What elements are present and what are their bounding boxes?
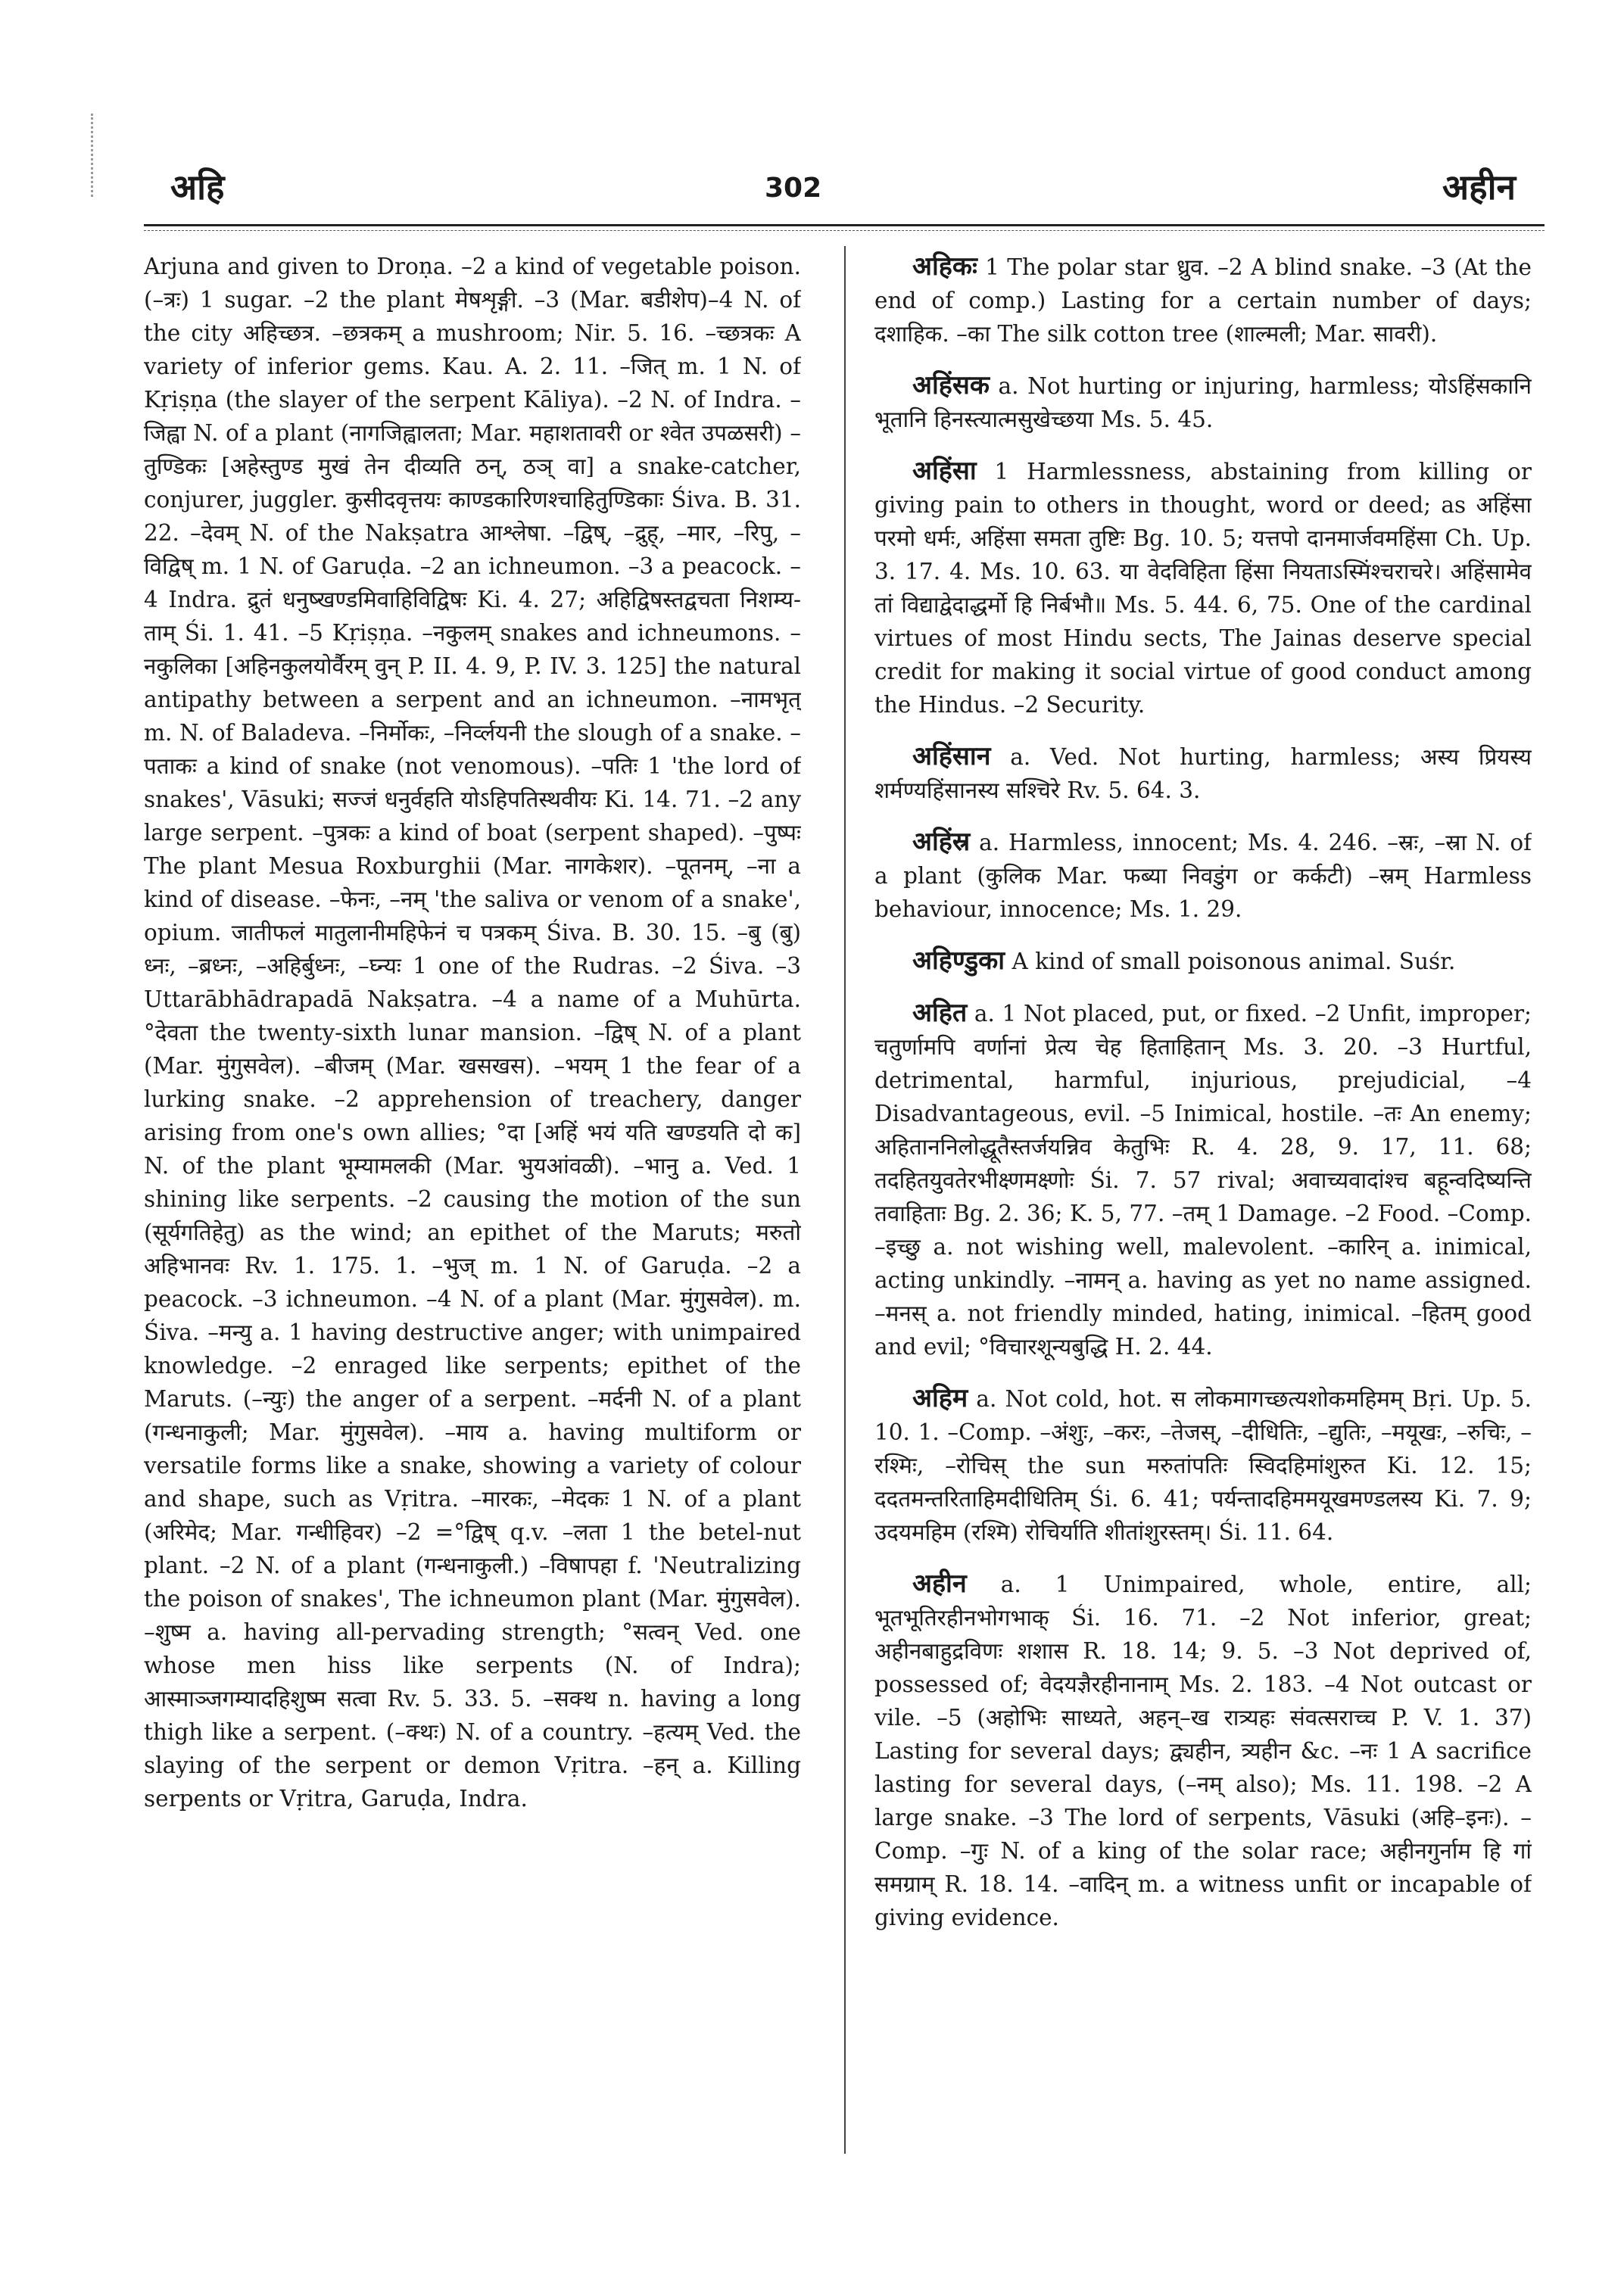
dictionary-entry <box>874 250 1532 350</box>
header-rule-dashed <box>144 230 1545 231</box>
entry-headword: अहिंस्र <box>912 827 971 857</box>
margin-marks <box>91 114 98 197</box>
entry-headword: अहिण्डुका <box>912 946 1005 976</box>
left-column <box>144 250 801 2263</box>
entry-definition: a. 1 Not placed, put, or fixed. –2 Unfit, improper; चतुर्णामपि वर्णानां प्रेत्य चेह हिताहितान् Ms. 3. 20. –3 Hurtful, detrimental, harmful, injurious, prejudicial, –4 Disadvantageous, evil. –5 Inimical, hostile. –तः An enemy; अहिताननिलोद्धूतैस्तर्जयन्निव केतुभिः R. 4. 28, 9. 17, 11. 68; तदहितयुवतेरभीक्ष्णमक्ष्णोः Śi. 7. 57 rival; अवाच्यवादांश्च बहून्वदिष्यन्ति तवाहिताः Bg. 2. 36; K. 5, 77. –तम् 1 Damage. –2 Food. –Comp. –इच्छु a. not wishing well, malevolent. –कारिन् a. inimical, acting unkindly. –नामन् a. having as yet no name assigned. –मनस् a. not friendly minded, hating, inimical. –हितम् good and evil; °विचारशून्यबुद्धि H. 2. 44. <box>874 1001 1532 1360</box>
entry-headword: अहीन <box>912 1569 967 1599</box>
entry-definition: a. Not hurting or injuring, harmless; योऽहिंसकानि भूतानि हिनस्त्यात्मसुखेच्छया Ms. 5. 45. <box>874 373 1532 432</box>
entry-headword: अहिंसा <box>912 456 977 486</box>
column-divider <box>844 246 846 2154</box>
dictionary-entry <box>874 825 1532 926</box>
right-column <box>874 250 1532 2263</box>
page-number: 302 <box>765 173 822 204</box>
entry-headword: अहिंसक <box>912 370 990 400</box>
entry-definition: 1 Harmlessness, abstaining from killing or giving pain to others in thought, word or deed; as अहिंसा परमो धर्मः, अहिंसा समता तुष्टिः Bg. 10. 5; यत्तपो दानमार्जवमहिंसा Ch. Up. 3. 17. 4. Ms. 10. 63. या वेदविहिता हिंसा नियताऽस्मिंश्चराचरे। अहिंसामेव तां विद्याद्वेदाद्धर्मो हि निर्बभौ॥ Ms. 5. 44. 6, 75. One of the cardinal virtues of most Hindu sects, The Jainas deserve special credit for making it social virtue of good conduct among the Hindus. –2 Security. <box>874 459 1532 718</box>
continued-entry-text: Arjuna and given to Droṇa. –2 a kind of vegetable poison. (–त्रः) 1 sugar. –2 the plant मेषशृङ्गी. –3 (Mar. बडीशेप)–4 N. of the city अहिच्छत्र. –छत्रकम् a mushroom; Nir. 5. 16. –च्छत्रकः A variety of inferior gems. Kau. A. 2. 11. –जित् m. 1 N. of Kṛiṣṇa (the slayer of the serpent Kāliya). –2 N. of Indra. –जिह्वा N. of a plant (नागजिह्वालता; Mar. महाशतावरी or श्वेत उपळसरी) –तुण्डिकः [अहेस्तुण्ड मुखं तेन दीव्यति ठन्, ठञ् वा] a snake-catcher, conjurer, juggler. कुसीदवृत्तयः काण्डकारिणश्चाहितुण्डिकाः Śiva. B. 31. 22. –देवम् N. of the Nakṣatra आश्लेषा. –द्विष्, –द्रुह्, –मार, –रिपु, –विद्विष् m. 1 N. of Garuḍa. –2 an ichneumon. –3 a peacock. –4 Indra. द्रुतं धनुष्खण्डमिवाहिविद्विषः Ki. 4. 27; अहिद्विषस्तद्वचता निशम्य-ताम् Śi. 1. 41. –5 Kṛiṣṇa. –नकुलम् snakes and ichneumons. –नकुलिका [अहिनकुलयोर्वैरम् वुन् P. II. 4. 9, P. IV. 3. 125] the natural antipathy between a serpent and an ichneumon. –नामभृत् m. N. of Baladeva. –निर्मोकः, –निर्व्लयनी the slough of a snake. –पताकः a kind of snake (not venomous). –पतिः 1 'the lord of snakes', Vāsuki; सज्जं धनुर्वहति योऽहिपतिस्थवीयः Ki. 14. 71. –2 any large serpent. –पुत्रकः a kind of boat (serpent shaped). –पुष्पः The plant Mesua Roxburghii (Mar. नागकेशर). –पूतनम्, –ना a kind of disease. –फेनः, –नम् 'the saliva or venom of a snake', opium. जातीफलं मातुलानीमहिफेनं च पत्रकम् Śiva. B. 30. 15. –बु (बु) ध्नः, –ब्रध्नः, –अहिर्बुध्नः, –घ्न्यः 1 one of the Rudras. –2 Śiva. –3 Uttarābhādrapadā Nakṣatra. –4 a name of a Muhūrta. °देवता the twenty-sixth lunar mansion. –द्विष् N. of a plant (Mar. मुंगुसवेल). –बीजम् (Mar. खसखस). –भयम् 1 the fear of a lurking snake. –2 apprehension of treachery, danger arising from one's own allies; °दा [अहिं भयं यति खण्डयति दो क] N. of the plant भूम्यामलकी (Mar. भुयआंवळी). –भानु a. Ved. 1 shining like serpents. –2 causing the motion of the sun (सूर्यगतिहेतु) as the wind; an epithet of the Maruts; मरुतो अहिभानवः Rv. 1. 175. 1. –भुज् m. 1 N. of Garuḍa. –2 a peacock. –3 ichneumon. –4 N. of a plant (Mar. मुंगुसवेल). m. Śiva. –मन्यु a. 1 having destructive anger; with unimpaired knowledge. –2 enraged like serpents; epithet of the Maruts. (–न्युः) the anger of a serpent. –मर्दनी N. of a plant (गन्धनाकुली; Mar. मुंगुसवेल). –माय a. having multiform or versatile forms like a snake, showing a variety of colour and shape, such as Vṛitra. –मारकः, –मेदकः 1 N. of a plant (अरिमेद; Mar. गन्धीहिवर) –2 =°द्विष् q.v. –लता 1 the betel-nut plant. –2 N. of a plant (गन्धनाकुली.) –विषापहा f. 'Neutralizing the poison of snakes', The ichneumon plant (Mar. मुंगुसवेल). –शुष्म a. having all-pervading strength; °सत्वन् Ved. one whose men hiss like serpents (N. of Indra); आस्माञ्जगम्यादहिशुष्म सत्वा Rv. 5. 33. 5. –सक्थ n. having a long thigh like a serpent. (–क्थः) N. of a country. –हत्यम् Ved. the slaying of the serpent or demon Vṛitra. –हन् a. Killing serpents or Vṛitra, Garuḍa, Indra. <box>144 254 801 1812</box>
left-running-headword: अहि <box>170 167 225 207</box>
dictionary-entry <box>874 1567 1532 1934</box>
dictionary-entry <box>874 996 1532 1363</box>
entry-headword: अहित <box>912 998 968 1028</box>
entry-headword: अहिंसान <box>912 741 991 771</box>
entry-definition: 1 The polar star ध्रुव. –2 A blind snake. –3 (At the end of comp.) Lasting for a certain number of days; दशाहिक. –का The silk cotton tree (शाल्मली; Mar. सावरी). <box>874 254 1532 347</box>
right-running-headword: अहीन <box>1442 167 1516 207</box>
entry-definition: a. Harmless, innocent; Ms. 4. 246. –स्रः, –स्रा N. of a plant (कुलिक Mar. फब्या निवडुंग or कर्कटी) –स्रम् Harmless behaviour, innocence; Ms. 1. 29. <box>874 830 1532 922</box>
dictionary-entry <box>874 454 1532 721</box>
header-rule <box>144 224 1545 226</box>
entry-definition: a. Not cold, hot. स लोकमागच्छत्यशोकमहिमम् Bṛi. Up. 5. 10. 1. –Comp. –अंशुः, –करः, –तेजस्, –दीधितिः, –द्युतिः, –मयूखः, –रुचिः, –रश्मिः, –रोचिस् the sun मरुतांपतिः स्विदहिमांशुरुत Ki. 12. 15; ददतमन्तरिताहिमदीधितिम् Śi. 6. 41; पर्यन्तादहिममयूखमण्डलस्य Ki. 7. 9; उदयमहिम (रश्मि) रोचिर्याति शीतांशुरस्तम्। Śi. 11. 64. <box>874 1386 1532 1545</box>
dictionary-entry <box>874 740 1532 807</box>
entry-definition: a. 1 Unimpaired, whole, entire, all; भूतभूतिरहीनभोगभाक् Śi. 16. 71. –2 Not inferior, great; अहीनबाहुद्रविणः शशास R. 18. 14; 9. 5. –3 Not deprived of, possessed of; वेदयज्ञैरहीनानाम् Ms. 2. 183. –4 Not outcast or vile. –5 (अहोभिः साध्यते, अहन्–ख रात्र्यहः संवत्सराच्च P. V. 1. 37) Lasting for several days; द्व्यहीन, त्र्यहीन &c. –नः 1 A sacrifice lasting for several days, (–नम् also); Ms. 11. 198. –2 A large snake. –3 The lord of serpents, Vāsuki (अहि–इनः). –Comp. –गुः N. of a king of the solar race; अहीनगुर्नाम हि गां समग्राम् R. 18. 14. –वादिन् m. a witness unfit or incapable of giving evidence. <box>874 1572 1532 1930</box>
entry-headword: अहिम <box>912 1383 968 1413</box>
dictionary-entry <box>874 1382 1532 1549</box>
dictionary-entry <box>874 944 1532 978</box>
dictionary-entry <box>874 369 1532 436</box>
entry-definition: A kind of small poisonous animal. Suśr. <box>1005 949 1456 974</box>
entry-definition: a. Ved. Not hurting, harmless; अस्य प्रियस्य शर्मण्यहिंसानस्य सश्चिरे Rv. 5. 64. 3. <box>874 744 1532 803</box>
entry-headword: अहिकः <box>912 251 977 282</box>
page-header <box>0 0 1624 227</box>
